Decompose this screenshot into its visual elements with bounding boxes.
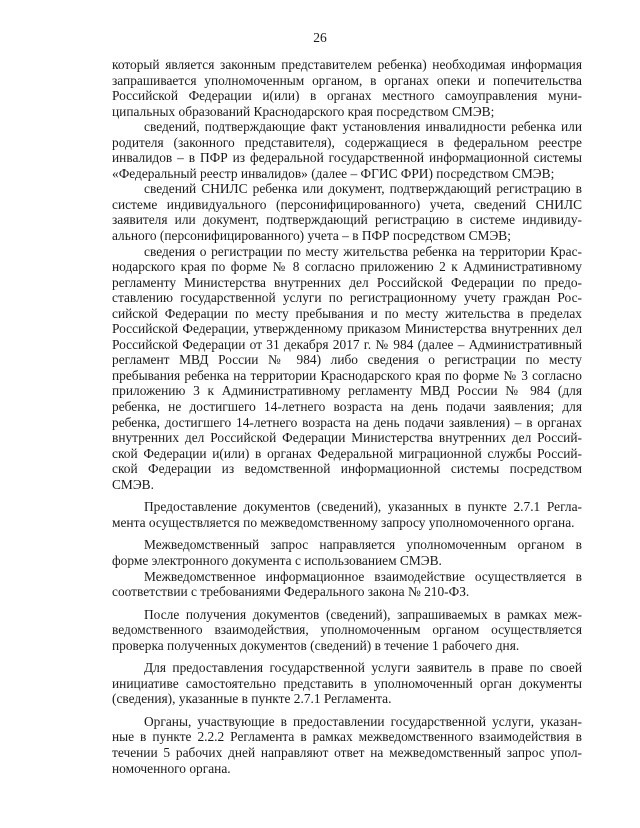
paragraph-6: Межведомственный запрос направляется уполномоченным органом в форме электронного документа с использованием СМЭВ. bbox=[112, 537, 582, 568]
document-body bbox=[112, 57, 582, 776]
paragraph-10: Органы, участвующие в предоставлении государственной услуги, указанные в пункте 2.2.2 Регламента в рамках межведомственного взаимодействия в течении 5 рабочих дней направляют ответ на межведомственный запрос уполномоченного органа. bbox=[112, 713, 582, 776]
paragraph-1: который является законным представителем ребенка) необходимая информация запрашивается уполномоченным органом, в органах опеки и попечительства Российской Федерации и(или) в органах местного самоуправления муниципальных образований Краснодарского края посредством СМЭВ; bbox=[112, 57, 582, 119]
paragraph-7: Межведомственное информационное взаимодействие осуществляется в соответствии с требованиями Федерального закона № 210-ФЗ. bbox=[112, 568, 582, 600]
paragraph-5: Предоставление документов (сведений), указанных в пункте 2.7.1 Регламента осуществляется по межведомственному запросу уполномоченного органа. bbox=[112, 499, 582, 530]
paragraph-3: сведений СНИЛС ребенка или документ, подтверждающий регистрацию в системе индивидуального (персонифицированного) учета, сведений СНИЛС заявителя или документ, подтверждающий регистрацию в системе индивидуального (персонифицированного) учета – в ПФР посредством СМЭВ; bbox=[112, 181, 582, 244]
paragraph-2: сведений, подтверждающие факт установления инвалидности ребенка или родителя (законного представителя), содержащиеся в федеральном реестре инвалидов – в ПФР из федеральной государственной информационной системы «Федеральный реестр инвалидов» (далее – ФГИС ФРИ) посредством СМЭВ; bbox=[112, 119, 582, 181]
paragraph-4: сведения о регистрации по месту жительства ребенка на территории Краснодарского края по форме № 8 согласно приложению 2 к Административному регламенту Министерства внутренних дел Российской Федерации по предоставлению государственной услуги по регистрационному учету граждан Российской Федерации по месту пребывания и по месту жительства в пределах Российской Федерации, утвержденному приказом Министерства внутренних дел Российской Федерации от 31 декабря 2017 г. № 984 (далее – Административный регламент МВД России № 984) либо сведения о регистрации по месту пребывания ребенка на территории Краснодарского края по форме № 3 согласно приложению 3 к Административному регламенту МВД России № 984 (для ребенка, не достигшего 14-летнего возраста на день подачи заявления; для ребенка, достигшего 14-летнего возраста на день подачи заявления) – в органах внутренних дел Российской Федерации Министерства внутренних дел Российской Федерации и(или) в органах Федеральной миграционной службы Российской Федерации из ведомственной информационной системы посредством СМЭВ. bbox=[112, 243, 582, 492]
paragraph-9: Для предоставления государственной услуги заявитель в праве по своей инициативе самостоятельно представить в уполномоченный орган документы (сведения), указанные в пункте 2.7.1 Регламента. bbox=[112, 660, 582, 707]
paragraph-8: После получения документов (сведений), запрашиваемых в рамках межведомственного взаимодействия, уполномоченным органом осуществляется проверка полученных документов (сведений) в течение 1 рабочего дня. bbox=[112, 606, 582, 653]
page-number: 26 bbox=[313, 30, 327, 45]
